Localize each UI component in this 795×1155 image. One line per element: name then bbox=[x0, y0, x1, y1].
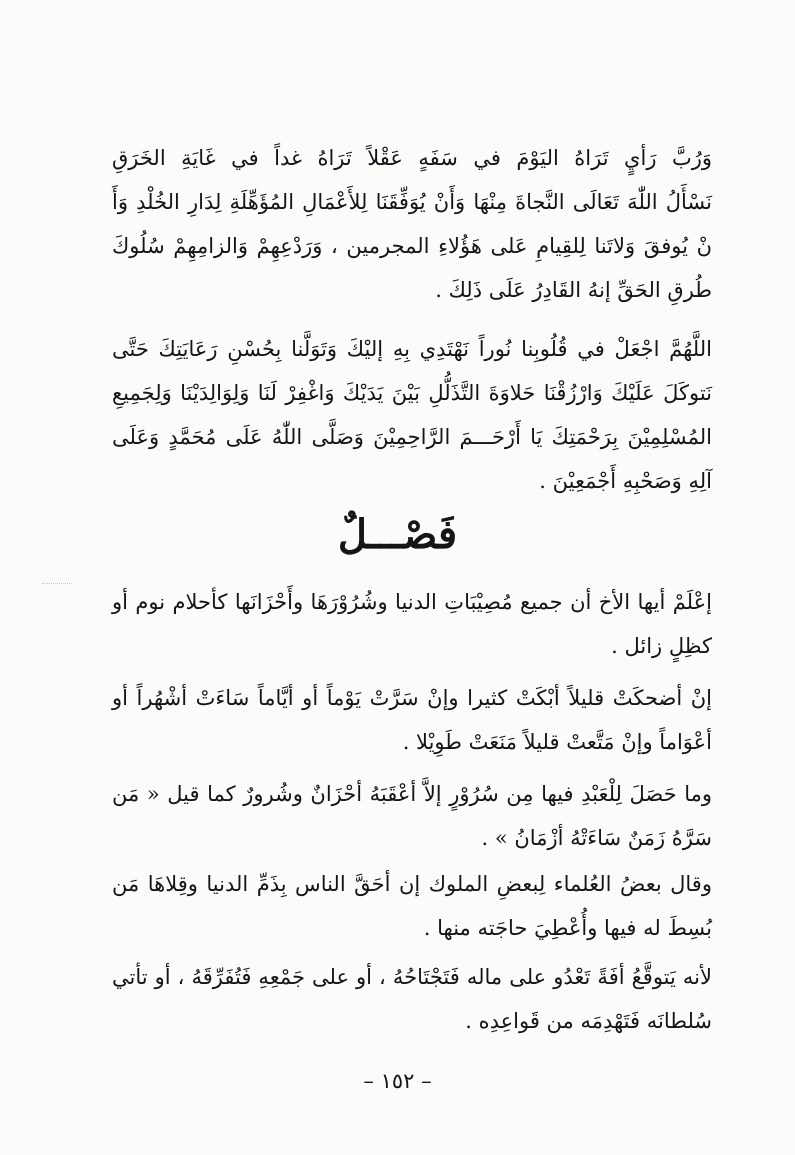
paragraph-3: وما حَصَلَ لِلْعَبْدِ فيها مِن سُرُوْرٍ إلاَّ أعْقَبَهُ أحْزَانٌ وشُرورٌ كما قيل « مَن سَرَّهُ زَمَنٌ سَاءَتْهُ أزْمَانُ » . bbox=[112, 782, 712, 850]
paragraph-1: إعْلَمْ أيها الأخ أن جميع مُصِيْبَاتِ الدنيا وشُرُوْرَهَا وأَحْزَانَها كأحلام نوم أو كظِلٍ زائل . bbox=[112, 590, 712, 658]
paragraph-4: وقال بعضُ العُلماء لِبعضِ الملوك إن أحَقَّ الناس بِذَمِّ الدنيا وقِلاهَا مَن بُسِطَ له فيها وأُعْطِيَ حاجَته منها . bbox=[112, 872, 712, 940]
paragraph-2: إنْ أضحكَتْ قليلاً أبْكَتْ كثيرا وإنْ سَرَّتْ يَوْماً أو أيَّاماً سَاءَتْ أشْهُراً أو أعْوَاماً وإنْ مَتَّعتْ قليلاً مَنَعَتْ طَوِيْلا . bbox=[112, 686, 712, 754]
paragraph-5: لأنه يَتوقَّعُ أفَةً تَعْدُو على ماله فَتَجْتَاحُهُ ، أو على جَمْعِهِ فَتُفَرِّقَهُ ، أو تأتي سُلطانَه فَتَهْدِمَه من قَواعِدِه . bbox=[112, 965, 712, 1033]
poetry-verse: وَرُبَّ رَأيٍ تَرَاهُ اليَوْمَ في سَفَهٍ عَقْلاً تَرَاهُ غداً في غَايَةِ الخَرَقِ bbox=[112, 146, 712, 170]
section-heading: فَصْـــلٌ bbox=[337, 511, 458, 558]
page-number: – ١٥٢ – bbox=[363, 1069, 432, 1093]
paragraph-supplication-2: اللَّهُمَّ اجْعَلْ في قُلُوبِنا نُوراً نَهْتَدِي بِهِ إليْكَ وَتَوَلَّنا بِحُسْنِ رَعَايَتِكَ حَتَّى نَتوكَلَ عَلَيْكَ وَارْزُقْنَا حَلاوَةَ التَّذَلُّلِ بَيْنَ يَدَيْكَ وَاغْفِرْ لَنَا وَلِوَالِدَيْنَا وَلِجَمِيعِ المُسْلِمِيْنَ بِرَحْمَتِكَ يَا أَرْحَـــمَ الرَّاحِمِيْنَ وَصَلَّى اللّٰهُ عَلَى مُحَمَّدٍ وَعَلَى آلِهِ وَصَحْبِهِ أَجْمَعِيْنَ . bbox=[112, 337, 712, 493]
paragraph-supplication-1: نَسْأَلُ اللّٰهَ تَعَالَى النَّجاةَ مِنْهَا وَأَنْ يُوَفِّقَنَا لِلأَعْمَالِ المُؤَهِّلَةِ لِدَارِ الخُلْدِ وَأَ نْ يُوفقَ وَلاتَنا لِلقِيامِ عَلى هَؤُلاءِ المجرمين ، وَرَدْعِهِمْ وَالزامِهِمْ سُلُوكَ طُرقِ الحَقِّ إنهُ القَادِرُ عَلَى ذَلِكَ . bbox=[112, 190, 712, 302]
margin-mark bbox=[42, 583, 72, 584]
